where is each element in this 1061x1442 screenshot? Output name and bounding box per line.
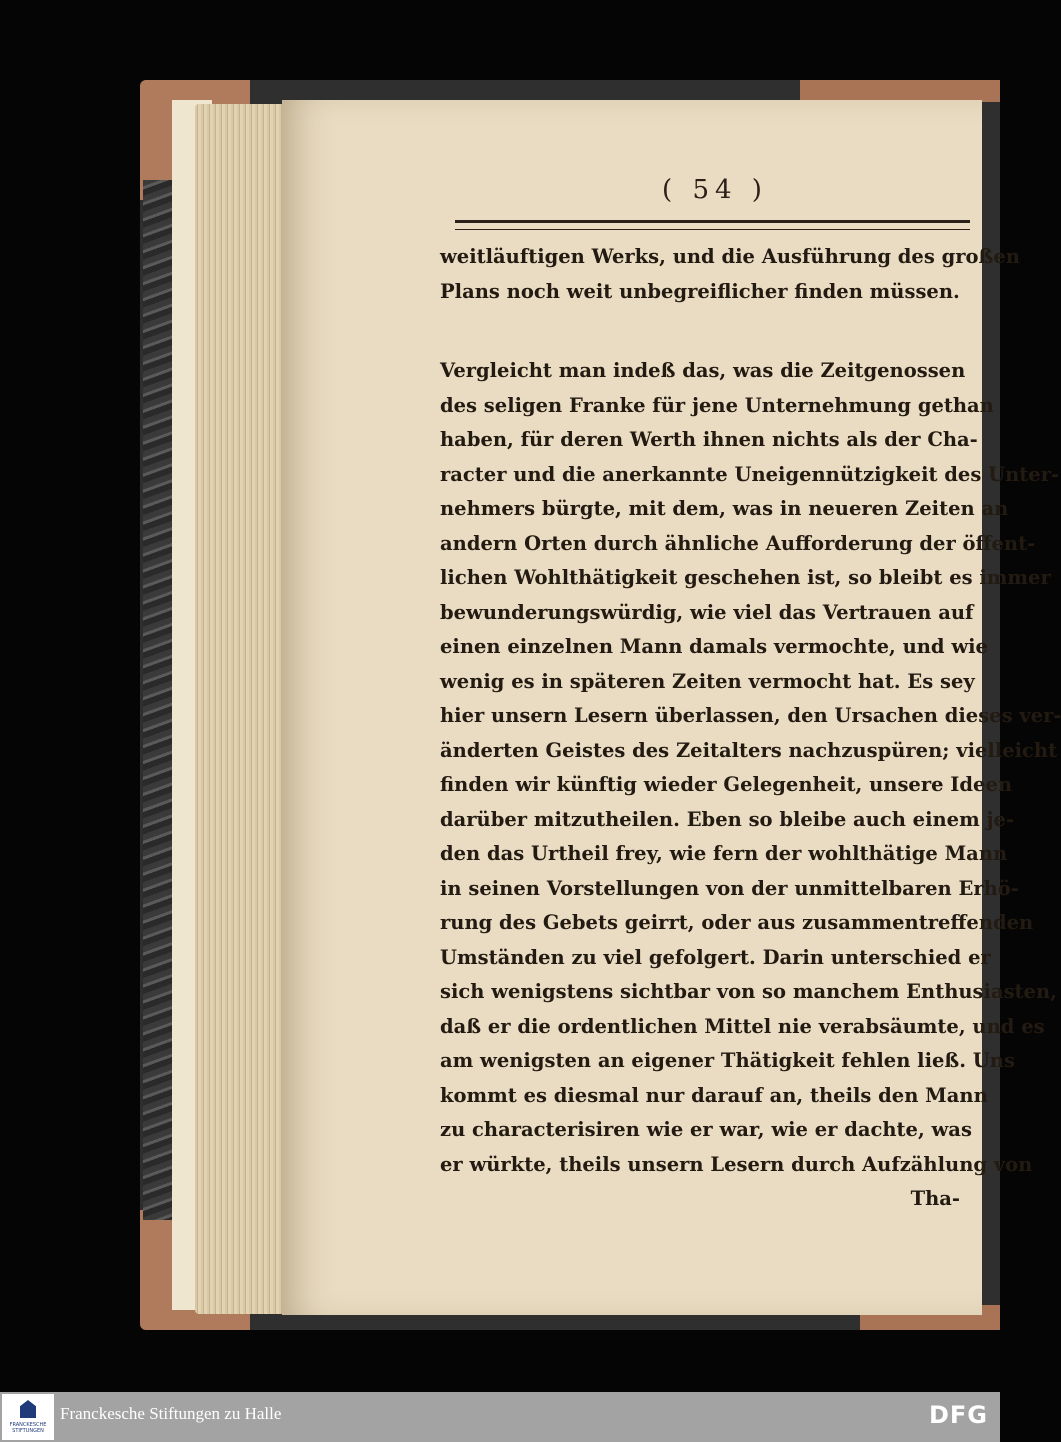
text-line: racter und die anerkannte Uneigennützigkeit des Unter- xyxy=(440,462,1060,486)
text-line: rung des Gebets geirrt, oder aus zusammentreffenden xyxy=(440,911,1034,934)
text-line: zu characterisiren wie er war, wie er dachte, was xyxy=(440,1118,972,1141)
text-line: darüber mitzutheilen. Eben so bleibe auch einem je- xyxy=(440,807,1015,831)
text-line: kommt es diesmal nur darauf an, theils den Mann xyxy=(440,1083,988,1107)
text-line: nehmers bürgte, mit dem, was in neueren Zeiten an xyxy=(440,497,1009,520)
text-line: am wenigsten an eigener Thätigkeit fehlen ließ. Uns xyxy=(440,1049,1015,1072)
text-line: finden wir künftig wieder Gelegenheit, unsere Ideen xyxy=(440,773,1013,796)
text-line: andern Orten durch ähnliche Aufforderung der öffent- xyxy=(440,531,1036,555)
dfg-logo[interactable]: DFG xyxy=(928,1401,988,1429)
text-line: wenig es in späteren Zeiten vermocht hat. Es sey xyxy=(440,669,975,693)
text-line: änderten Geistes des Zeitalters nachzuspüren; vielleicht xyxy=(440,738,1058,762)
text-line: hier unsern Lesern überlassen, den Ursachen dieses ver- xyxy=(440,704,1061,727)
text-line: Umständen zu viel gefolgert. Darin unterschied er xyxy=(440,945,991,969)
page-number: ( 54 ) xyxy=(662,175,768,205)
text-line: Vergleicht man indeß das, was die Zeitgenossen xyxy=(440,359,966,382)
text-line: des seligen Franke für jene Unternehmung gethan xyxy=(440,393,994,417)
cover-leather-edge-top xyxy=(800,80,1000,102)
page-edges xyxy=(195,104,290,1314)
institution-title[interactable]: Franckesche Stiftungen zu Halle xyxy=(60,1404,282,1423)
text-line: einen einzelnen Mann damals vermochte, und wie xyxy=(440,635,988,658)
text-line: Plans noch weit unbegreiflicher finden müssen. xyxy=(440,279,960,303)
text-line: haben, für deren Werth ihnen nichts als der Cha- xyxy=(440,428,978,451)
institution-logo[interactable] xyxy=(2,1394,54,1440)
header-rule xyxy=(455,220,970,230)
catchword: Tha- xyxy=(910,1187,960,1210)
logo-caption: FRANCKESCHE STIFTUNGEN xyxy=(9,1422,47,1434)
text-line: in seinen Vorstellungen von der unmittelbaren Erhö- xyxy=(440,876,1019,900)
text-line: den das Urtheil frey, wie fern der wohlthätige Mann xyxy=(440,842,1008,865)
viewer-footer xyxy=(0,1392,1000,1442)
text-line: sich wenigstens sichtbar von so manchem Enthusiasten, xyxy=(440,980,1057,1003)
text-line: bewunderungswürdig, wie viel das Vertrauen auf xyxy=(440,600,974,624)
text-line: lichen Wohlthätigkeit geschehen ist, so bleibt es immer xyxy=(440,566,1051,589)
text-line: daß er die ordentlichen Mittel nie verabsäumte, und es xyxy=(440,1014,1045,1038)
text-line: er würkte, theils unsern Lesern durch Aufzählung von xyxy=(440,1152,1033,1176)
building-icon xyxy=(20,1400,36,1418)
text-line: weitläuftigen Werks, und die Ausführung des großen xyxy=(440,245,1020,268)
page-text xyxy=(440,240,1061,1217)
